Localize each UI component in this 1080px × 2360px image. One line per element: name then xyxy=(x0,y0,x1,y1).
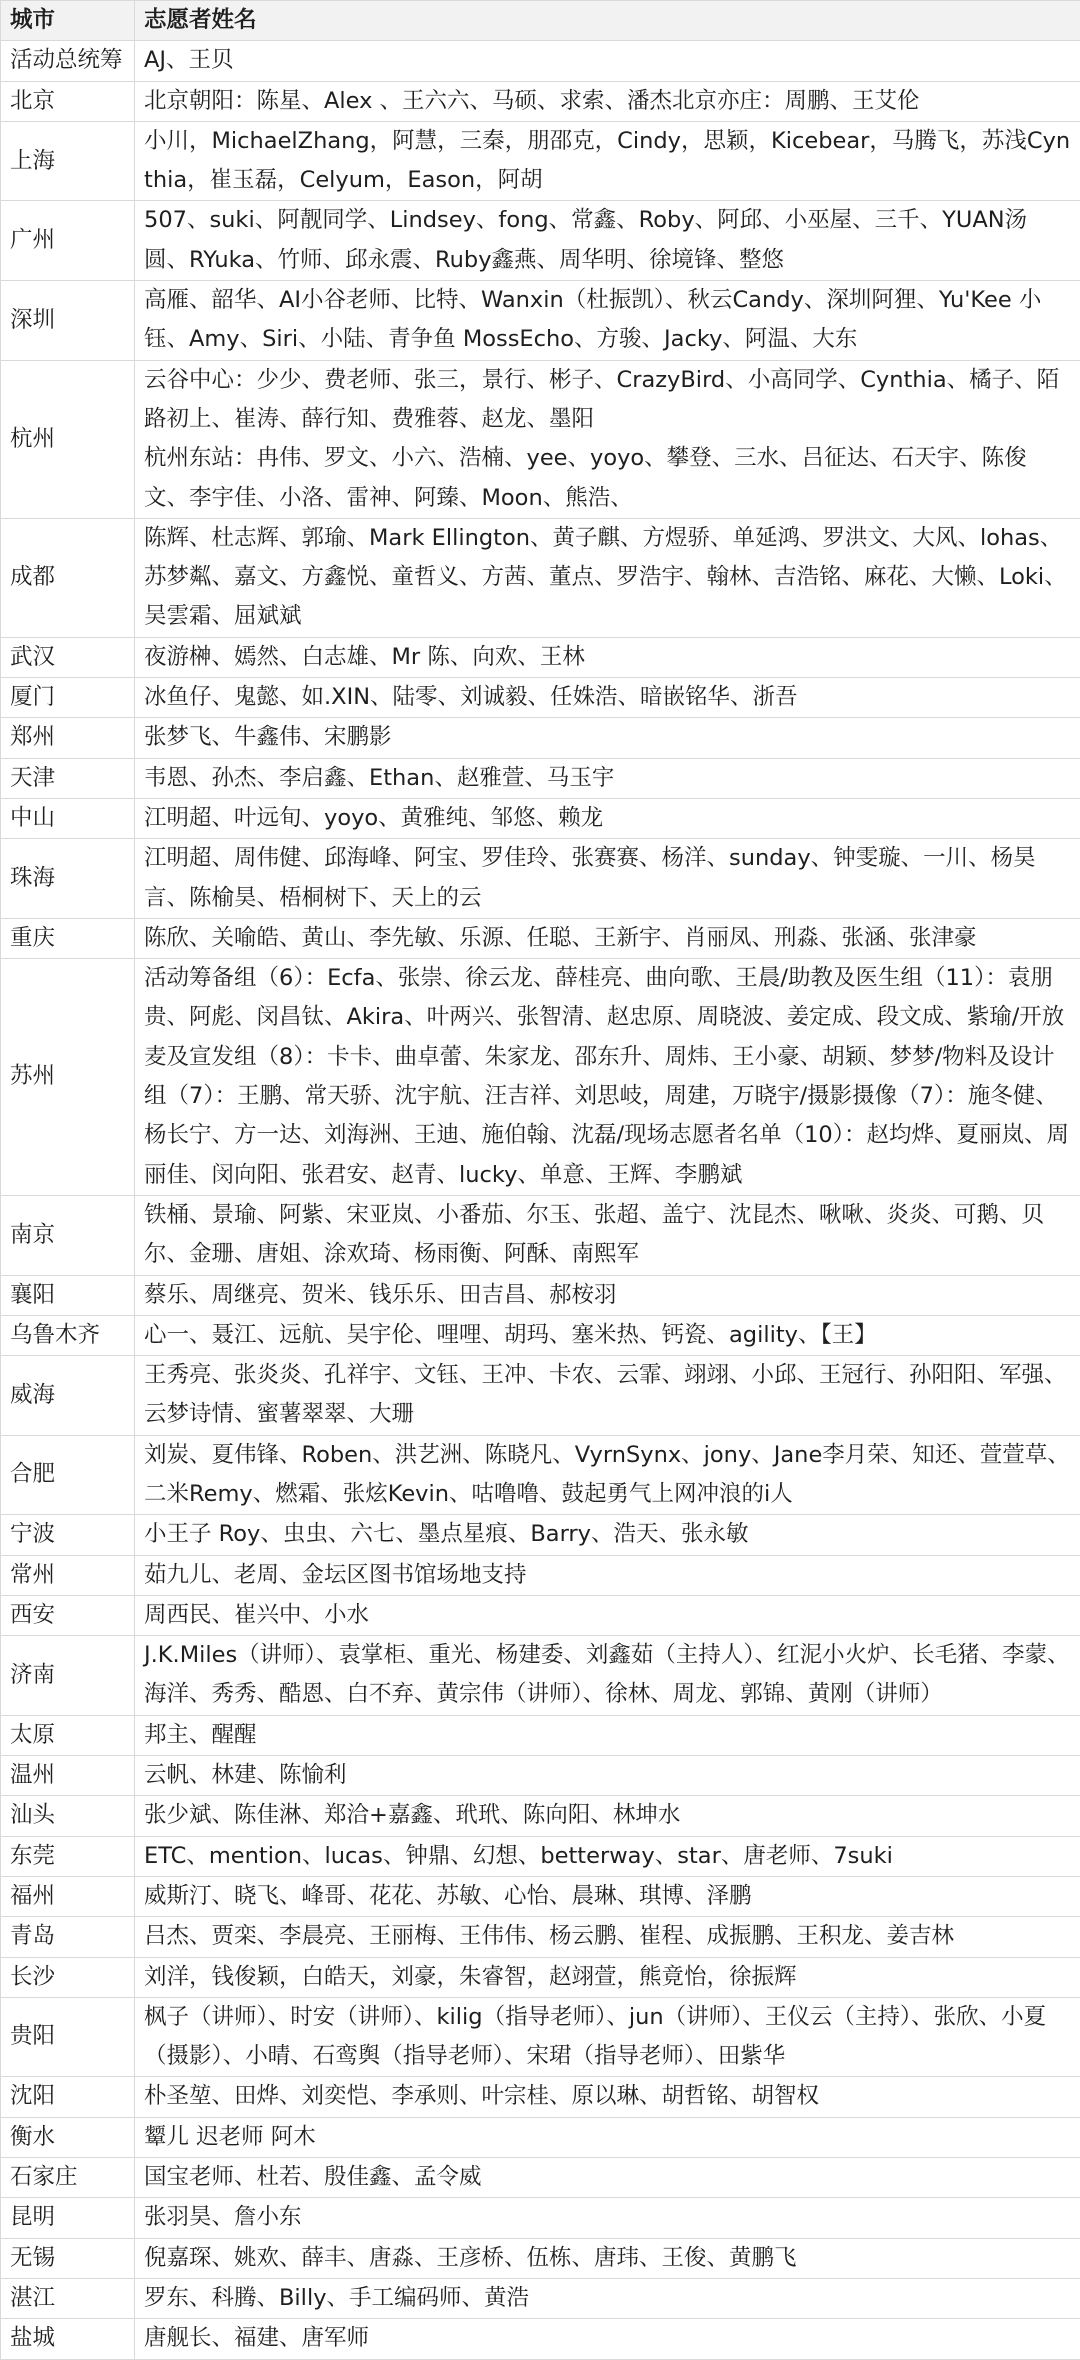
volunteer-names-cell: 北京朝阳：陈星、Alex 、王六六、马硕、求索、潘杰北京亦庄：周鹏、王艾伦 xyxy=(135,81,1080,121)
volunteer-names-cell: 江明超、周伟健、邱海峰、阿宝、罗佳玲、张赛赛、杨洋、sunday、钟雯璇、一川、杨昊言、陈榆昊、梧桐树下、天上的云 xyxy=(135,839,1080,919)
table-row xyxy=(1,281,1080,361)
volunteer-names-cell: 高雁、韶华、AI小谷老师、比特、Wanxin（杜振凯）、秋云Candy、深圳阿狸、Yu'Kee 小钰、Amy、Siri、小陆、青争鱼 MossEcho、方骏、Jacky、阿温、大东 xyxy=(135,281,1080,361)
volunteer-names-cell: 国宝老师、杜若、殷佳鑫、孟令威 xyxy=(135,2158,1080,2198)
table-row xyxy=(1,2319,1080,2359)
table-row xyxy=(1,1515,1080,1555)
volunteer-names-cell: 茹九儿、老周、金坛区图书馆场地支持 xyxy=(135,1555,1080,1595)
table-row xyxy=(1,637,1080,677)
city-cell: 郑州 xyxy=(1,718,135,758)
volunteer-names-cell: 威斯汀、晓飞、峰哥、花花、苏敏、心怡、晨琳、琪博、泽鹏 xyxy=(135,1876,1080,1916)
table-row xyxy=(1,718,1080,758)
table-row xyxy=(1,201,1080,281)
volunteer-names-cell: 507、suki、阿靓同学、Lindsey、fong、常鑫、Roby、阿邱、小巫屋、三千、YUAN汤圆、RYuka、竹师、邱永震、Ruby鑫燕、周华明、徐境锋、整悠 xyxy=(135,201,1080,281)
city-cell: 珠海 xyxy=(1,839,135,919)
table-row xyxy=(1,1435,1080,1515)
volunteer-names-cell: 韦恩、孙杰、李启鑫、Ethan、赵雅萱、马玉宇 xyxy=(135,758,1080,798)
city-cell: 乌鲁木齐 xyxy=(1,1315,135,1355)
volunteer-names-cell: J.K.Miles（讲师）、袁掌柜、重光、杨建委、刘鑫茹（主持人）、红泥小火炉、长毛猪、李蒙、海洋、秀秀、酷恩、白不弃、黄宗伟（讲师）、徐林、周龙、郭锦、黄刚（讲师） xyxy=(135,1636,1080,1716)
table-row xyxy=(1,1715,1080,1755)
city-cell: 福州 xyxy=(1,1876,135,1916)
volunteer-names-cell: 江明超、叶远旬、yoyo、黄雅纯、邹悠、赖龙 xyxy=(135,798,1080,838)
table-row xyxy=(1,518,1080,637)
city-cell: 苏州 xyxy=(1,959,135,1196)
volunteer-names-cell: 朴圣堃、田烨、刘奕恺、李承则、叶宗桂、原以琳、胡哲铭、胡智权 xyxy=(135,2077,1080,2117)
table-row xyxy=(1,1917,1080,1957)
city-cell: 汕头 xyxy=(1,1796,135,1836)
city-cell: 长沙 xyxy=(1,1957,135,1997)
table-row xyxy=(1,41,1080,81)
city-cell: 杭州 xyxy=(1,360,135,518)
city-cell: 青岛 xyxy=(1,1917,135,1957)
table-row xyxy=(1,121,1080,201)
city-cell: 活动总统筹 xyxy=(1,41,135,81)
volunteer-names-cell: AJ、王贝 xyxy=(135,41,1080,81)
table-row xyxy=(1,1836,1080,1876)
table-header-row xyxy=(1,1,1080,41)
volunteer-names-cell: 倪嘉琛、姚欢、薛丰、唐淼、王彦桥、伍栋、唐玮、王俊、黄鹏飞 xyxy=(135,2238,1080,2278)
table-row xyxy=(1,839,1080,919)
city-cell: 上海 xyxy=(1,121,135,201)
table-row xyxy=(1,1595,1080,1635)
city-cell: 常州 xyxy=(1,1555,135,1595)
volunteer-names-cell: 颦儿 迟老师 阿木 xyxy=(135,2117,1080,2157)
table-row xyxy=(1,2238,1080,2278)
table-row xyxy=(1,758,1080,798)
city-cell: 沈阳 xyxy=(1,2077,135,2117)
city-cell: 南京 xyxy=(1,1195,135,1275)
volunteer-names-cell: 心一、聂江、远航、吴宇伦、哩哩、胡玛、塞米热、钙瓷、agility、【王】 xyxy=(135,1315,1080,1355)
table-body xyxy=(1,41,1080,2359)
volunteer-names-cell: 云帆、林建、陈愉利 xyxy=(135,1756,1080,1796)
city-cell: 合肥 xyxy=(1,1435,135,1515)
volunteer-names-cell: 张少斌、陈佳淋、郑洽+嘉鑫、玳玳、陈向阳、林坤水 xyxy=(135,1796,1080,1836)
volunteer-names-cell: 陈欣、关喻皓、黄山、李先敏、乐源、任聪、王新宇、肖丽凤、刑淼、张涵、张津豪 xyxy=(135,918,1080,958)
city-cell: 广州 xyxy=(1,201,135,281)
table-row xyxy=(1,1195,1080,1275)
volunteer-names-cell: 周西民、崔兴中、小水 xyxy=(135,1595,1080,1635)
table-row xyxy=(1,1957,1080,1997)
city-cell: 济南 xyxy=(1,1636,135,1716)
city-cell: 武汉 xyxy=(1,637,135,677)
volunteer-names-cell: 小川，MichaelZhang，阿慧，三秦，朋邵克，Cindy，思颖，Kicebear，马腾飞，苏浅Cynthia，崔玉磊，Celyum，Eason，阿胡 xyxy=(135,121,1080,201)
volunteer-names-cell: 铁桶、景瑜、阿紫、宋亚岚、小番茄、尔玉、张超、盖宁、沈昆杰、啾啾、炎炎、可鹅、贝尔、金珊、唐姐、涂欢琦、杨雨衡、阿酥、南熙军 xyxy=(135,1195,1080,1275)
table-row xyxy=(1,1636,1080,1716)
table-row xyxy=(1,2278,1080,2318)
city-cell: 重庆 xyxy=(1,918,135,958)
table-row xyxy=(1,918,1080,958)
city-cell: 襄阳 xyxy=(1,1275,135,1315)
volunteer-names-cell: 吕杰、贾栾、李晨亮、王丽梅、王伟伟、杨云鹏、崔程、成振鹏、王积龙、姜吉林 xyxy=(135,1917,1080,1957)
header-volunteer-names: 志愿者姓名 xyxy=(135,1,1080,41)
table-row xyxy=(1,1796,1080,1836)
table-row xyxy=(1,1876,1080,1916)
table-row xyxy=(1,2117,1080,2157)
volunteer-names-cell: 蔡乐、周继亮、贺米、钱乐乐、田吉昌、郝桉羽 xyxy=(135,1275,1080,1315)
city-cell: 石家庄 xyxy=(1,2158,135,2198)
volunteer-names-cell: 陈辉、杜志辉、郭瑜、Mark Ellington、黄子麒、方煜骄、单延鸿、罗洪文、大风、lohas、苏梦粼、嘉文、方鑫悦、童哲义、方茜、董点、罗浩宇、翰林、吉浩铭、麻花、大懒、Loki、吴雲霜、屈斌斌 xyxy=(135,518,1080,637)
city-cell: 昆明 xyxy=(1,2198,135,2238)
city-cell: 北京 xyxy=(1,81,135,121)
city-cell: 温州 xyxy=(1,1756,135,1796)
table-row xyxy=(1,2198,1080,2238)
city-cell: 贵阳 xyxy=(1,1997,135,2077)
volunteer-names-cell: 刘炭、夏伟锋、Roben、洪艺洲、陈晓凡、VyrnSynx、jony、Jane李月荣、知还、萱萱草、二米Remy、燃霜、张炫Kevin、咕噜噜、鼓起勇气上网冲浪的i人 xyxy=(135,1435,1080,1515)
volunteer-names-cell: 张羽昊、詹小东 xyxy=(135,2198,1080,2238)
table-row xyxy=(1,2158,1080,2198)
volunteer-names-cell: 王秀亮、张炎炎、孔祥宇、文钰、王冲、卡农、云霏、翊翊、小邱、王冠行、孙阳阳、军强、云梦诗情、蜜薯翠翠、大珊 xyxy=(135,1356,1080,1436)
city-cell: 西安 xyxy=(1,1595,135,1635)
volunteer-names-cell: 刘洋，钱俊颖，白皓天，刘豪，朱睿智，赵翊萱，熊竟怡，徐振辉 xyxy=(135,1957,1080,1997)
table-row xyxy=(1,798,1080,838)
city-cell: 深圳 xyxy=(1,281,135,361)
volunteer-names-cell: 冰鱼仔、鬼懿、如.XIN、陆零、刘诚毅、任姝浩、暗嵌铭华、浙吾 xyxy=(135,678,1080,718)
city-cell: 东莞 xyxy=(1,1836,135,1876)
table-row xyxy=(1,1555,1080,1595)
volunteer-names-cell: ETC、mention、lucas、钟鼎、幻想、betterway、star、唐老师、7suki xyxy=(135,1836,1080,1876)
city-cell: 成都 xyxy=(1,518,135,637)
table-row xyxy=(1,1356,1080,1436)
volunteer-names-cell: 唐舰长、福建、唐军师 xyxy=(135,2319,1080,2359)
city-cell: 无锡 xyxy=(1,2238,135,2278)
city-cell: 中山 xyxy=(1,798,135,838)
volunteer-names-cell: 活动筹备组（6）：Ecfa、张崇、徐云龙、薛桂亮、曲向歌、王晨/助教及医生组（11）：袁朋贵、阿彪、闵昌钛、Akira、叶两兴、张智清、赵忠原、周晓波、姜定成、段文成、紫瑜/开放麦及宣发组（8）：卡卡、曲卓蕾、朱家龙、邵东升、周炜、王小豪、胡颖、梦梦/物料及设计组（7）：王鹏、常天骄、沈宇航、汪吉祥、刘思岐，周建，万晓宇/摄影摄像（7）：施冬健、杨长宁、方一达、刘海洲、王迪、施伯翰、沈磊/现场志愿者名单（10）：赵均烨、夏丽岚、周丽佳、闵向阳、张君安、赵青、lucky、单意、王辉、李鹏斌 xyxy=(135,959,1080,1196)
table-row xyxy=(1,678,1080,718)
header-city: 城市 xyxy=(1,1,135,41)
table-row xyxy=(1,1275,1080,1315)
table-row xyxy=(1,1756,1080,1796)
volunteer-names-cell: 枫子（讲师）、时安（讲师）、kilig（指导老师）、jun（讲师）、王仪云（主持）、张欣、小夏（摄影）、小晴、石鸾舆（指导老师）、宋珺（指导老师）、田紫华 xyxy=(135,1997,1080,2077)
city-cell: 天津 xyxy=(1,758,135,798)
table-row xyxy=(1,1315,1080,1355)
volunteer-names-cell: 夜游榊、嫣然、白志雄、Mr 陈、向欢、王林 xyxy=(135,637,1080,677)
city-cell: 盐城 xyxy=(1,2319,135,2359)
table-row xyxy=(1,2077,1080,2117)
volunteer-names-cell: 邦主、醒醒 xyxy=(135,1715,1080,1755)
city-cell: 宁波 xyxy=(1,1515,135,1555)
table-row xyxy=(1,959,1080,1196)
table-row xyxy=(1,81,1080,121)
city-cell: 湛江 xyxy=(1,2278,135,2318)
city-cell: 太原 xyxy=(1,1715,135,1755)
city-cell: 威海 xyxy=(1,1356,135,1436)
volunteer-names-cell: 小王子 Roy、虫虫、六七、墨点星痕、Barry、浩天、张永敏 xyxy=(135,1515,1080,1555)
table-row xyxy=(1,360,1080,518)
volunteer-names-cell: 张梦飞、牛鑫伟、宋鹏影 xyxy=(135,718,1080,758)
volunteer-names-cell: 云谷中心：少少、费老师、张三，景行、彬子、CrazyBird、小高同学、Cynthia、橘子、陌路初上、崔涛、薛行知、费雅蓉、赵龙、墨阳 杭州东站：冉伟、罗文、小六、浩楠、yee、yoyo、攀登、三水、吕征达、石天宇、陈俊文、李宇佳、小洛、雷神、阿臻、Moon、熊浩、 xyxy=(135,360,1080,518)
city-cell: 厦门 xyxy=(1,678,135,718)
city-cell: 衡水 xyxy=(1,2117,135,2157)
volunteer-names-cell: 罗东、科腾、Billy、手工编码师、黄浩 xyxy=(135,2278,1080,2318)
table-row xyxy=(1,1997,1080,2077)
